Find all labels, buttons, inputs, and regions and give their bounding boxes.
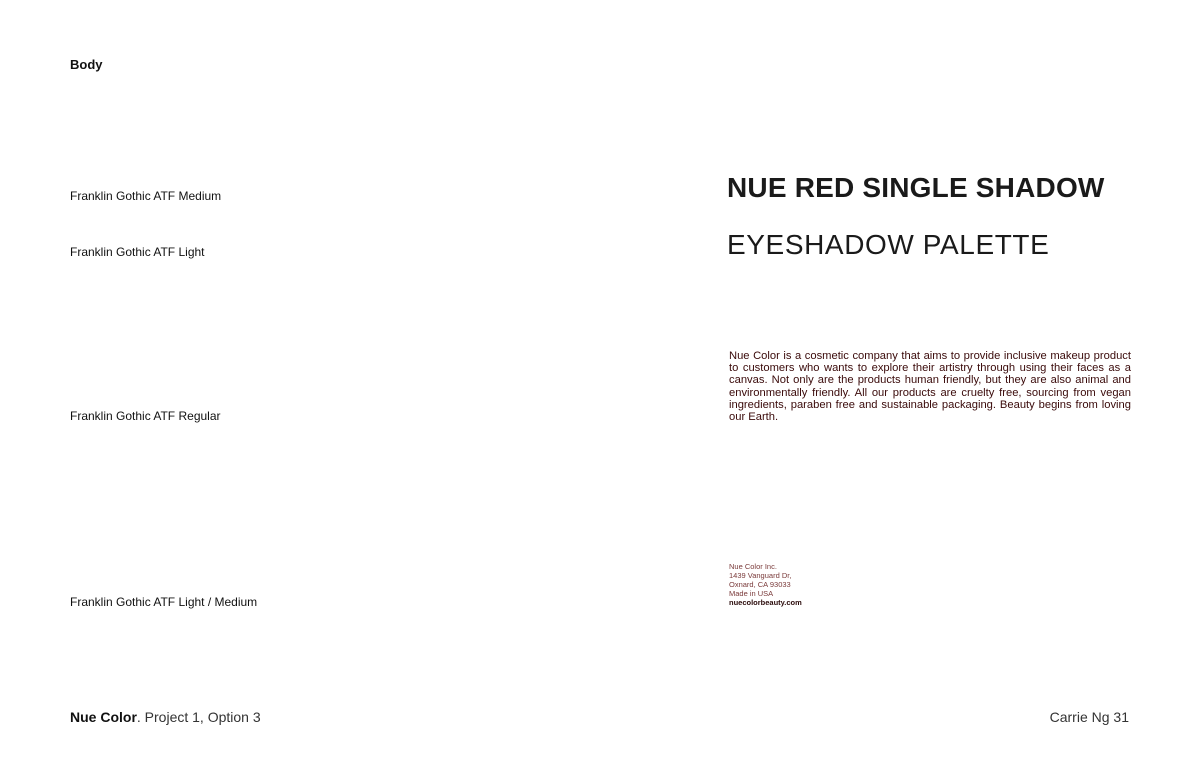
footer-project: . Project 1, Option 3 bbox=[136, 709, 261, 725]
font-label-medium: Franklin Gothic ATF Medium bbox=[70, 189, 222, 203]
made-in: Made in USA bbox=[729, 588, 774, 598]
product-description: Nue Color is a cosmetic company that aims to provide inclusive makeup product to customers who wants to explore their artistry through using their faces as a canvas. Not only are the products human friendly, but they are also animal and environmentally friendly. All our products are cruelty free, sourcing from vegan ingredients, paraben free and sustainable packaging. Beauty begins from loving our Earth. bbox=[729, 350, 1131, 424]
font-label-light: Franklin Gothic ATF Light bbox=[70, 245, 205, 259]
footer-left bbox=[70, 709, 261, 725]
company-address bbox=[729, 563, 802, 608]
city-address: Oxnard, CA 93033 bbox=[729, 579, 791, 589]
section-heading: Body bbox=[70, 57, 103, 72]
footer-brand: Nue Color bbox=[70, 709, 137, 725]
company-name: Nue Color Inc. bbox=[729, 562, 777, 571]
footer-author-page: Carrie Ng 31 bbox=[1049, 709, 1129, 725]
website-link[interactable]: nuecolorbeauty.com bbox=[729, 597, 802, 607]
product-title: NUE RED SINGLE SHADOW bbox=[727, 172, 1105, 203]
font-label-regular: Franklin Gothic ATF Regular bbox=[70, 409, 221, 423]
font-label-light-medium: Franklin Gothic ATF Light / Medium bbox=[70, 595, 258, 609]
product-subtitle: EYESHADOW PALETTE bbox=[727, 229, 1050, 260]
street-address: 1439 Vanguard Dr, bbox=[729, 570, 792, 580]
